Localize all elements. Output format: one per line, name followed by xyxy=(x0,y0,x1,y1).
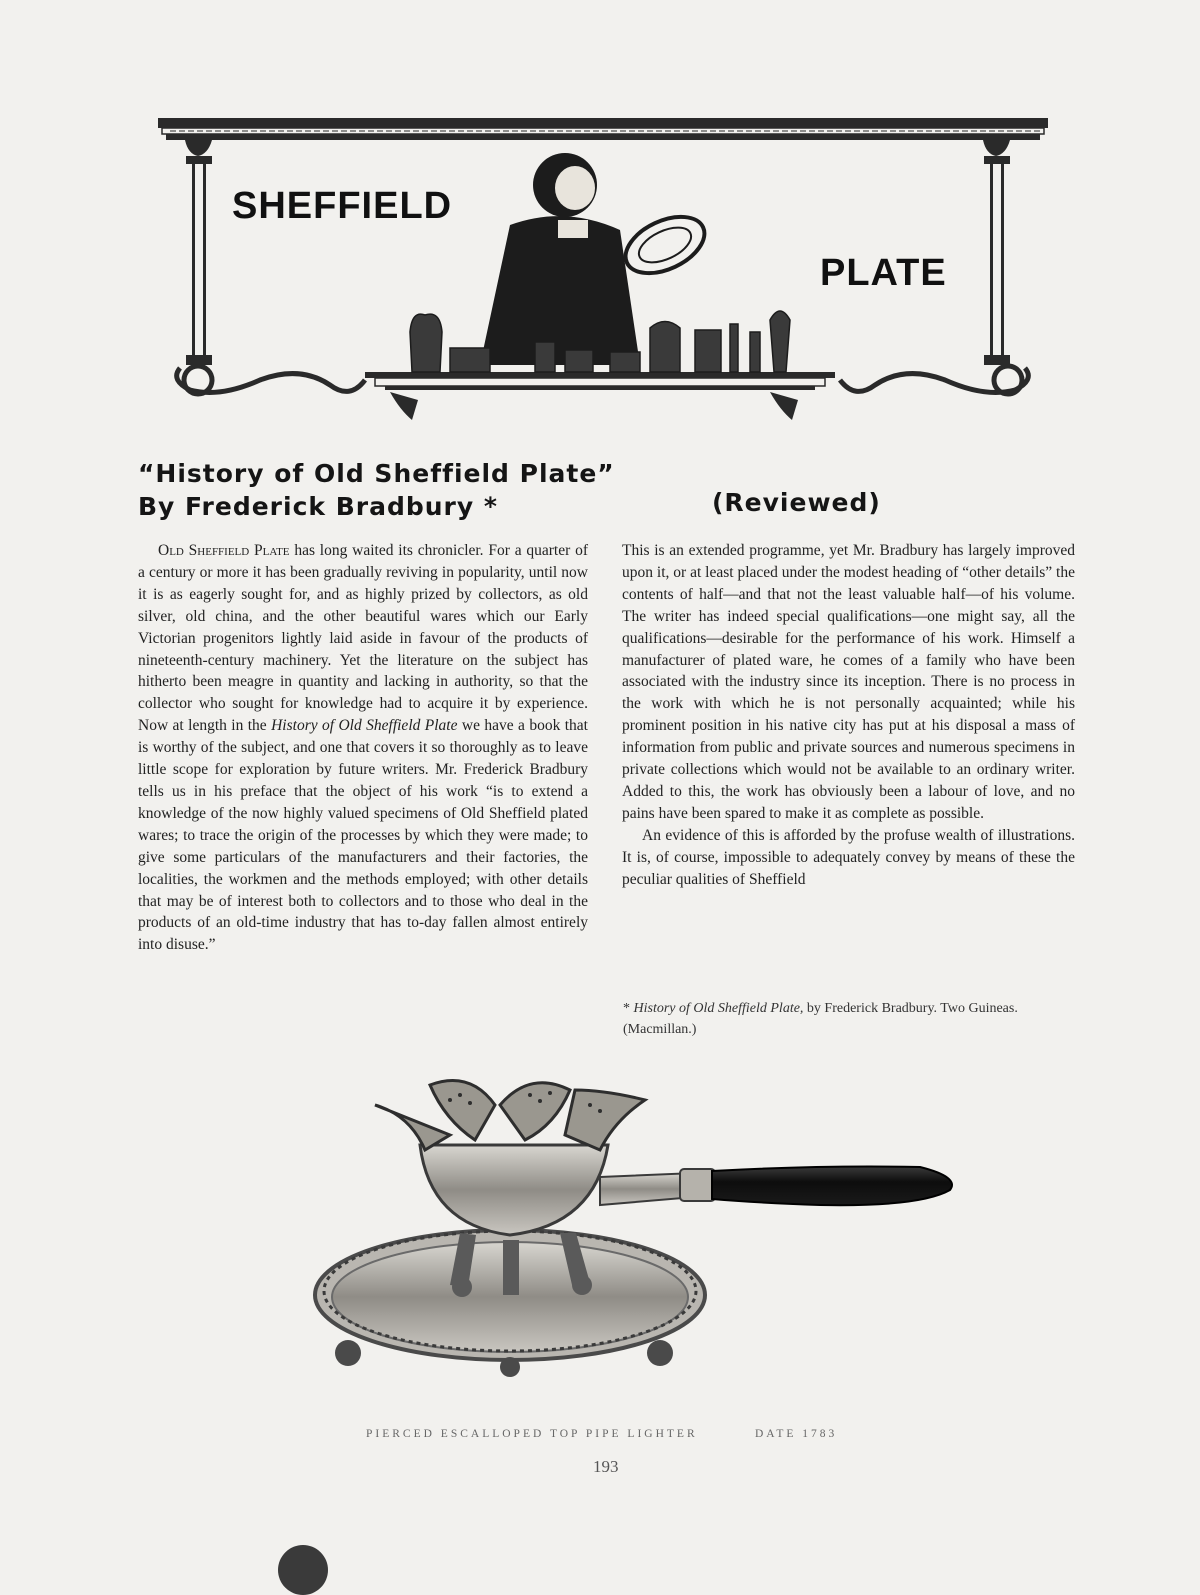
article-author-line: By Frederick Bradbury * xyxy=(138,492,498,521)
illustration-caption: PIERCED ESCALLOPED TOP PIPE LIGHTER xyxy=(366,1428,698,1440)
book-title-italic: History of Old Sheffield Plate xyxy=(271,717,458,735)
footnote xyxy=(623,998,1075,1040)
paragraph-text: we have a book that is worthy of the subject, and one that covers it so thoroughly as to leave little scope for exploration by future writers. Mr. Frederick Bradbury tells us in his preface that the object of his work “is to extend a knowledge of the now highly valued specimens of Old Sheffield plated wares; to trace the origin of the processes by which they were made; to give some particulars of the manufacturers and their factories, the localities, the workmen and the methods employed; with other details that may be of interest both to collectors and to those who deal in the products of an old-time industry that has to-day fallen almost entirely into disuse.” xyxy=(138,717,588,954)
banner-title-sheffield: SHEFFIELD xyxy=(232,185,453,227)
footnote-text: by Frederick Bradbury. Two Guineas. (Macmillan.) xyxy=(623,1001,1018,1037)
page-number: 193 xyxy=(593,1457,619,1476)
pipe-lighter-illustration xyxy=(300,1065,980,1395)
illustration-date: DATE 1783 xyxy=(755,1428,838,1440)
footnote-book-title: History of Old Sheffield Plate, xyxy=(633,1001,804,1016)
paragraph-text: has long waited its chronicler. For a quarter of a century or more it has been gradually reviving in popularity, until now it is as eagerly sought for, and as highly prized by collectors, as old silver, old china, and the other beautiful wares which our Early Victorian progenitors lightly laid aside in favour of the products of nineteenth-century machinery. Yet the literature on the subject has hitherto been meagre in quantity and lacking in authority, so that the collector who sought for knowledge had to acquire it by experience. Now at length in the xyxy=(138,542,588,735)
lead-small-caps: Old Sheffield Plate xyxy=(158,542,290,559)
banner-title-plate: PLATE xyxy=(820,252,947,294)
article-title: “History of Old Sheffield Plate” xyxy=(138,459,615,488)
paragraph: This is an extended programme, yet Mr. Bradbury has largely improved upon it, or at least placed under the modest heading of “other details” the contents of half—and that not the least valuable half—of his volume. The writer has indeed special qualifications—one might say, all the qualifications—desirable for the performance of his work. Himself a manufacturer of plated ware, he comes of a family who have been associated with the industry since its inception. There is no process in the work with which he is not personally acquainted; while his prominent position in his native city has put at his disposal a mass of information from public and private sources and numerous specimens in private collections which would not be available to an ordinary writer. Added to this, the work has obviously been a labour of love, and no pains have been spared to make it as complete as possible. xyxy=(622,542,1075,822)
thumb-shadow xyxy=(278,1545,328,1595)
article-column-right xyxy=(622,540,1075,891)
pipe-lighter-image xyxy=(300,1065,980,1395)
paragraph: An evidence of this is afforded by the profuse wealth of illustrations. It is, of course, impossible to adequately convey by means of these the peculiar qualities of Sheffield xyxy=(622,826,1075,888)
paragraph xyxy=(138,540,588,956)
footnote-marker: * xyxy=(623,1001,634,1016)
header-banner xyxy=(150,110,1055,435)
reviewed-label: (Reviewed) xyxy=(712,488,881,517)
article-column-left xyxy=(138,540,588,956)
